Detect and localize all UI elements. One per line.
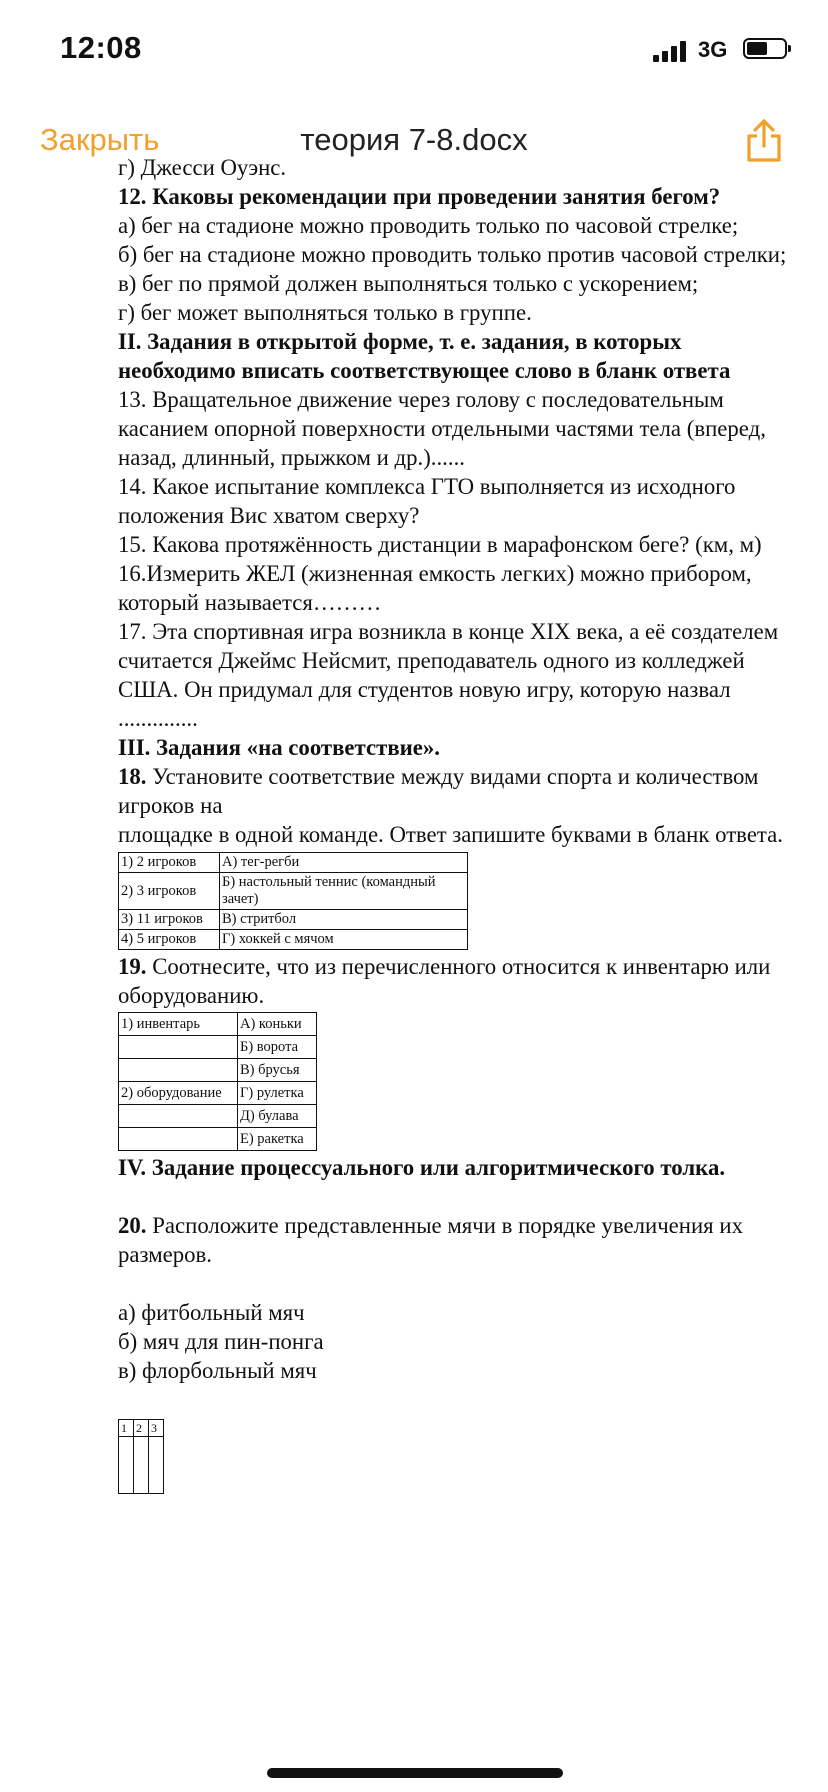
question-15: 15. Какова протяжённость дистанции в марафонском беге? (км, м) — [118, 532, 762, 557]
battery-icon — [743, 38, 787, 59]
table-cell: 2 — [134, 1420, 149, 1437]
table-cell: Г) рулетка — [238, 1082, 317, 1105]
question-19-text: Соотнесите, что из перечисленного относится к инвентарю или оборудованию. — [118, 954, 771, 1008]
blank-line — [118, 1269, 788, 1298]
table-cell: В) стритбол — [220, 910, 468, 930]
table-cell: А) коньки — [238, 1013, 317, 1036]
question-20-number: 20. — [118, 1213, 147, 1238]
question-12-option-b: б) бег на стадионе можно проводить только против часовой стрелки; — [118, 242, 787, 267]
question-20-option-a: а) фитбольный мяч — [118, 1300, 305, 1325]
status-time: 12:08 — [60, 30, 142, 65]
table-cell — [119, 1128, 238, 1151]
share-icon[interactable] — [742, 116, 786, 166]
question-20 — [118, 1211, 788, 1269]
question-16: 16.Измерить ЖЕЛ (жизненная емкость легких) можно прибором, который называется……… — [118, 561, 752, 615]
table-row — [119, 1420, 164, 1437]
status-bar — [0, 0, 828, 100]
table-row — [119, 1105, 317, 1128]
document-content — [118, 155, 788, 1494]
table-row — [119, 1059, 317, 1082]
table-cell — [119, 1036, 238, 1059]
table-cell: В) брусья — [238, 1059, 317, 1082]
question-18-text-continued: площадке в одной команде. Ответ запишите буквами в бланк ответа. — [118, 822, 783, 847]
table-row — [119, 873, 468, 910]
cut-off-line: г) Джесси Оуэнс. — [118, 155, 287, 180]
blank-line — [118, 1182, 788, 1211]
question-20-text: Расположите представленные мячи в порядке увеличения их размеров. — [118, 1213, 743, 1267]
home-indicator[interactable] — [267, 1768, 563, 1778]
table-cell: 2) 3 игроков — [119, 873, 220, 910]
table-cell: 4) 5 игроков — [119, 930, 220, 950]
table-row — [119, 1128, 317, 1151]
table-cell: Б) ворота — [238, 1036, 317, 1059]
table-cell — [149, 1437, 164, 1494]
table-row — [119, 853, 468, 873]
question-19-table — [118, 1012, 317, 1151]
signal-strength-icon — [653, 40, 689, 62]
table-cell: 2) оборудование — [119, 1082, 238, 1105]
question-20-option-c: в) флорбольный мяч — [118, 1358, 317, 1383]
question-18-text: Установите соответствие между видами спорта и количеством игроков на — [118, 764, 759, 818]
network-type: 3G — [698, 37, 728, 62]
table-cell: 1) инвентарь — [119, 1013, 238, 1036]
question-17: 17. Эта спортивная игра возникла в конце XIX века, а её создателем считается Джеймс Нейсмит, преподаватель одного из колледжей США. Он придумал для студентов новую игру, которую назвал .............. — [118, 619, 779, 731]
question-12-option-c: в) бег по прямой должен выполняться только с ускорением; — [118, 271, 699, 296]
section-2-heading: II. Задания в открытой форме, т. е. задания, в которых необходимо вписать соответствующее слово в бланк ответа — [118, 329, 731, 383]
table-cell: 3 — [149, 1420, 164, 1437]
section-4-heading: IV. Задание процессуального или алгоритмического толка. — [118, 1155, 726, 1180]
table-cell: Б) настольный теннис (командный зачет) — [220, 873, 468, 910]
question-14: 14. Какое испытание комплекса ГТО выполняется из исходного положения Вис хватом сверху? — [118, 474, 736, 528]
table-cell: 1) 2 игроков — [119, 853, 220, 873]
table-cell — [119, 1105, 238, 1128]
blank-line — [118, 1385, 788, 1414]
table-row — [119, 1082, 317, 1105]
question-18-number: 18. — [118, 764, 147, 789]
question-18 — [118, 762, 788, 820]
table-cell: 1 — [119, 1420, 134, 1437]
question-19-number: 19. — [118, 954, 147, 979]
table-row — [119, 930, 468, 950]
table-cell: Е) ракетка — [238, 1128, 317, 1151]
section-3-heading: III. Задания «на соответствие». — [118, 735, 441, 760]
question-20-option-b: б) мяч для пин-понга — [118, 1329, 324, 1354]
question-18-table — [118, 852, 468, 950]
table-row — [119, 1437, 164, 1494]
table-cell: Д) булава — [238, 1105, 317, 1128]
table-cell: А) тег-регби — [220, 853, 468, 873]
table-row — [119, 1036, 317, 1059]
table-cell — [134, 1437, 149, 1494]
question-19 — [118, 952, 788, 1010]
table-cell: Г) хоккей с мячом — [220, 930, 468, 950]
question-13: 13. Вращательное движение через голову с последовательным касанием опорной поверхности отдельными частями тела (вперед, назад, длинный, прыжком и др.)...... — [118, 387, 766, 470]
question-12-title: 12. Каковы рекомендации при проведении занятия бегом? — [118, 184, 721, 209]
question-12-option-a: а) бег на стадионе можно проводить только по часовой стрелке; — [118, 213, 739, 238]
table-row — [119, 910, 468, 930]
close-button[interactable]: Закрыть — [40, 122, 160, 157]
question-20-answer-table — [118, 1419, 164, 1494]
table-row — [119, 1013, 317, 1036]
document-title: теория 7-8.docx — [300, 122, 528, 157]
question-12-option-d: г) бег может выполняться только в группе. — [118, 300, 532, 325]
table-cell — [119, 1437, 134, 1494]
table-cell — [119, 1059, 238, 1082]
table-cell: 3) 11 игроков — [119, 910, 220, 930]
